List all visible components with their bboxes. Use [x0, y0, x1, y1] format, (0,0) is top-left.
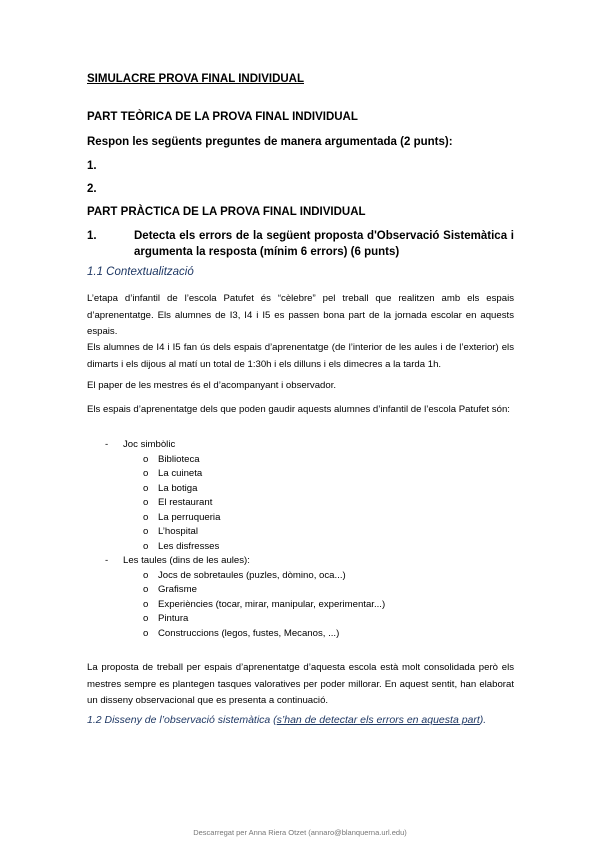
list-item: Biblioteca	[158, 453, 200, 465]
list-item: Jocs de sobretaules (puzles, dòmino, oca...)	[158, 569, 346, 581]
list-bullet: o	[143, 468, 149, 479]
theory-heading: PART TEÒRICA DE LA PROVA FINAL INDIVIDUAL	[87, 111, 358, 123]
task-number: 1.	[87, 230, 97, 242]
list-bullet: o	[143, 540, 149, 552]
list-dash: -	[105, 555, 109, 566]
list-group-taules: Les taules (dins de les aules):	[123, 555, 250, 566]
section-1-2-heading	[87, 714, 514, 726]
list-item: La perruqueria	[158, 511, 221, 523]
list-bullet: o	[143, 511, 149, 523]
list-item: La cuineta	[158, 468, 203, 479]
section-1-2-underlined: s’han de detectar els errors en aquesta part	[276, 714, 480, 726]
list-group-joc-simbolic: Joc simbòlic	[123, 439, 176, 450]
learning-spaces-list	[87, 438, 514, 643]
list-bullet: o	[143, 598, 149, 610]
instructions: Respon les següents preguntes de manera argumentada (2 punts):	[87, 136, 453, 148]
list-bullet: o	[143, 482, 149, 494]
task-text: Detecta els errors de la següent proposta d'Observació Sistemàtica i argumenta la resposta (mínim 6 errors) (6 punts)	[134, 230, 514, 258]
paragraph-4: Els espais d’aprenentatge dels que poden gaudir aquests alumnes d’infantil de l’escola Patufet són:	[87, 404, 510, 415]
list-bullet: o	[143, 584, 149, 595]
question-1: 1.	[87, 160, 97, 172]
list-item: Experiències (tocar, mirar, manipular, experimentar...)	[158, 598, 386, 610]
list-bullet: o	[143, 497, 149, 508]
section-1-2-prefix: 1.2 Disseny de l’observació sistemàtica (	[87, 714, 277, 726]
list-item: La botiga	[158, 482, 198, 494]
list-item: Pintura	[158, 613, 189, 624]
list-bullet: o	[143, 526, 149, 537]
question-2: 2.	[87, 183, 97, 195]
list-bullet: o	[143, 453, 149, 465]
paragraph-3: El paper de les mestres és el d’acompanyant i observador.	[87, 380, 337, 391]
list-item: El restaurant	[158, 497, 213, 508]
list-item: Les disfresses	[158, 540, 220, 552]
list-bullet: o	[143, 627, 149, 639]
download-footer: Descarregat per Anna Riera Otzet (annaro@blanquerna.url.edu)	[193, 828, 407, 837]
paragraph-2: Els alumnes de I4 i I5 fan ús dels espais d’aprenentatge (de l’interior de les aules i de l’exterior) els dimarts i els dijous al matí un total de 1:30h i els dilluns i els dimecres a la tarda 1h.	[87, 342, 514, 370]
paragraph-1: L’etapa d’infantil de l’escola Patufet és “cèlebre” pel treball que realitzen amb els espais d’aprenentatge. Els alumnes de I3, I4 i I5 es passen bona part de la jornada escolar en aquests espais.	[87, 293, 514, 337]
list-item: Construccions (legos, fustes, Mecanos, ...)	[158, 627, 340, 639]
list-bullet: o	[143, 613, 149, 624]
document-title: SIMULACRE PROVA FINAL INDIVIDUAL	[87, 73, 305, 85]
list-item: L’hospital	[158, 526, 199, 537]
list-dash: -	[105, 439, 109, 450]
task-1	[87, 228, 514, 260]
list-bullet: o	[143, 569, 149, 581]
section-1-2-suffix: ).	[479, 714, 487, 726]
paragraph-5: La proposta de treball per espais d’aprenentatge d’aquesta escola està molt consolidada però els mestres sempre es plantegen tasques valoratives per poder millorar. En aquest sentit, han elaborat un disseny observacional que es presenta a continuació.	[87, 662, 514, 706]
practice-heading: PART PRÀCTICA DE LA PROVA FINAL INDIVIDUAL	[87, 206, 366, 218]
section-1-1-heading: 1.1 Contextualització	[87, 266, 194, 278]
list-item: Grafisme	[158, 584, 197, 595]
